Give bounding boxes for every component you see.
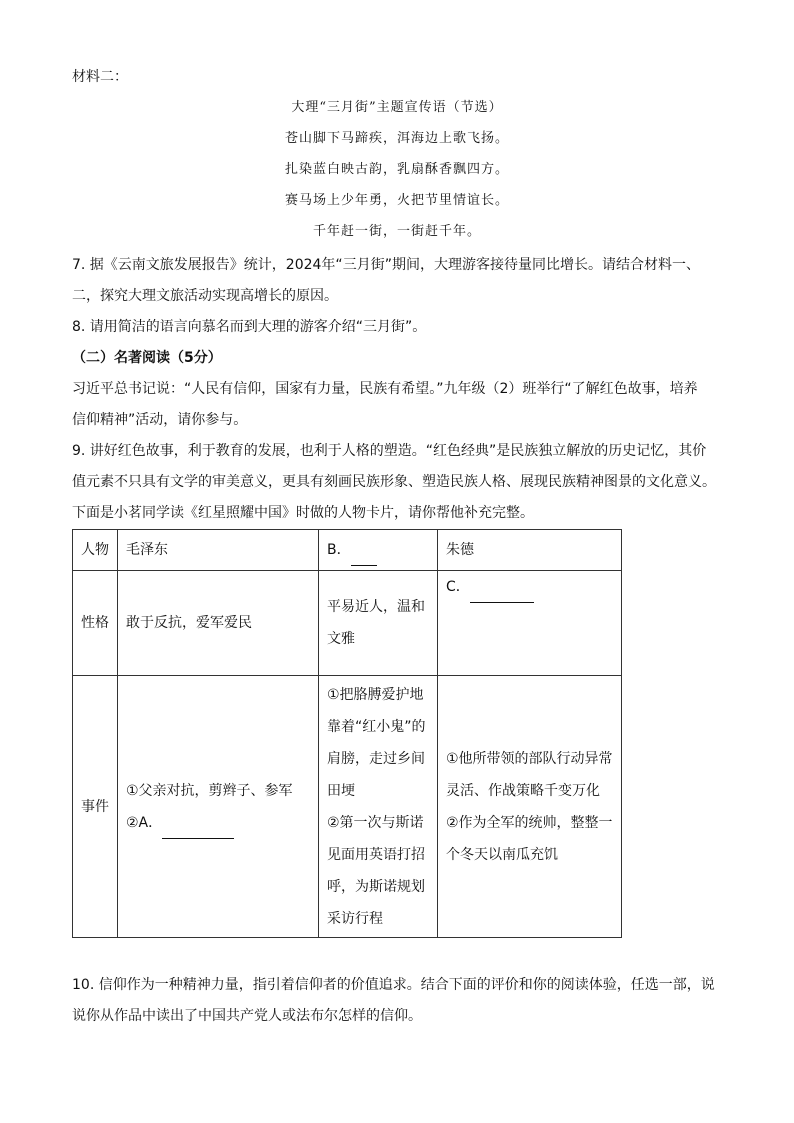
material-label: 材料二： [72,69,128,85]
event-item: ②作为全军的统帅，整整一个冬天以南瓜充饥 [446,814,613,863]
character-card-table [72,529,622,938]
header-cell-b [319,530,438,571]
poem-line: 苍山脚下马蹄疾，洱海边上歌飞扬。 [284,131,509,146]
answer-blank-a[interactable] [162,838,234,839]
question-10-line: 说你从作品中读出了中国共产党人或法布尔怎样的信仰。 [72,1008,422,1024]
question-8: 8. 请用简洁的语言向慕名而到大理的游客介绍“三月街”。 [72,319,427,335]
question-7-line: 7. 据《云南文旅发展报告》统计，2024年“三月街”期间，大理游客接待量同比增长。请结合材料一、 [72,257,700,273]
row-label: 性格 [73,571,118,676]
event-item: ②第一次与斯诺见面用英语打招呼，为斯诺规划采访行程 [327,814,425,927]
poem-line: 赛马场上少年勇，火把节里情谊长。 [284,193,509,208]
poem-title: 大理“三月街”主题宣传语（节选） [291,100,503,115]
poem-line: 扎染蓝白映古韵，乳扇酥香飘四方。 [284,162,509,177]
question-9-line: 值元素不只具有文学的审美意义，更具有刻画民族形象、塑造民族人格、展现民族精神图景的文化意义。 [72,474,716,490]
cell-personality-b: 平易近人，温和文雅 [319,571,438,676]
event-item: ①父亲对抗，剪辫子、参军 [126,782,293,799]
question-10-line: 10. 信仰作为一种精神力量，指引着信仰者的价值追求。结合下面的评价和你的阅读体验，任选一部，说 [72,977,715,993]
answer-blank-b[interactable] [351,565,377,566]
intro-line: 习近平总书记说：“人民有信仰，国家有力量，民族有希望。”九年级（2）班举行“了解红色故事，培养 [72,381,698,397]
blank-c-label: C． [446,579,470,595]
event-item-a [126,807,310,839]
blank-a-label: ②A． [126,814,163,831]
intro-line: 信仰精神”活动，请你参与。 [72,412,248,428]
event-item: ①把胳膊爱护地靠着“红小鬼”的肩膀，走过乡间田埂 [327,686,426,799]
table-row-events [73,676,622,938]
question-9-line: 9. 讲好红色故事，利于教育的发展，也利于人格的塑造。“红色经典”是民族独立解放的历史记忆，其价 [72,443,707,459]
row-label: 事件 [73,676,118,938]
question-9-line: 下面是小茗同学读《红星照耀中国》时做的人物卡片，请你帮他补充完整。 [72,505,534,521]
question-7-line: 二，探究大理文旅活动实现高增长的原因。 [72,288,338,304]
header-cell-mao: 毛泽东 [118,530,319,571]
header-cell-zhude: 朱德 [438,530,622,571]
row-label: 人物 [73,530,118,571]
event-item: ①他所带领的部队行动异常灵活、作战策略千变万化 [446,750,613,799]
section-heading: （二）名著阅读（5分） [72,350,222,366]
cell-personality-zhude [438,571,622,676]
answer-blank-c[interactable] [470,602,534,603]
cell-events-b [319,676,438,938]
table-row-personality [73,571,622,676]
blank-b-label: B． [327,542,351,558]
cell-events-mao [118,676,319,938]
table-header-row [73,530,622,571]
cell-events-zhude [438,676,622,938]
poem-line: 千年赶一街，一街赶千年。 [312,224,481,239]
cell-personality-mao: 敢于反抗，爱军爱民 [118,571,319,676]
